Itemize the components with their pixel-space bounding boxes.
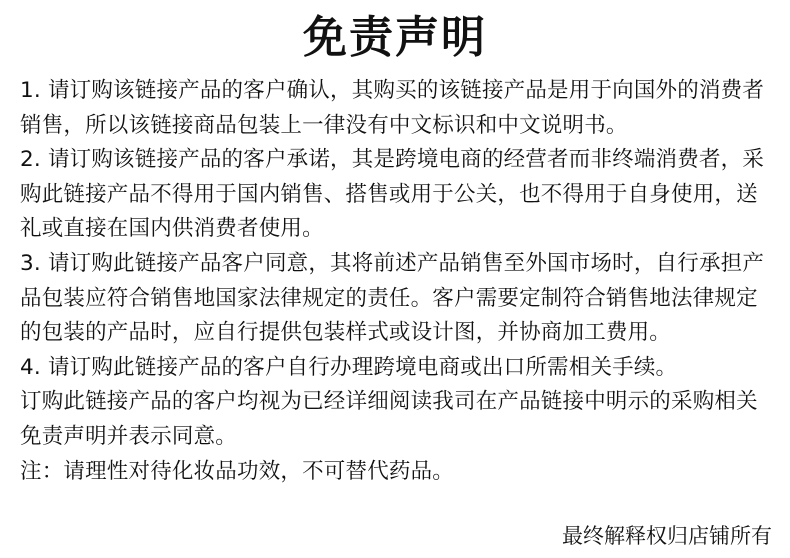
agreement-statement: 订购此链接产品的客户均视为已经详细阅读我司在产品链接中明示的采购相关免责声明并表示同意。 <box>20 389 758 449</box>
interpretation-rights-note: 最终解释权归店铺所有 <box>562 524 772 548</box>
disclaimer-item-1: 1. 请订购该链接产品的客户确认，其购买的该链接产品是用于向国外的消费者销售，所以该链接商品包装上一律没有中文标识和中文说明书。 <box>20 78 765 138</box>
disclaimer-item-4: 4. 请订购此链接产品的客户自行办理跨境电商或出口所需相关手续。 <box>20 354 678 380</box>
cosmetics-note: 注：请理性对待化妆品功效，不可替代药品。 <box>20 458 455 484</box>
disclaimer-body <box>20 74 778 489</box>
disclaimer-item-3: 3. 请订购此链接产品客户同意，其将前述产品销售至外国市场时，自行承担产品包装应符合销售地国家法律规定的责任。客户需要定制符合销售地法律规定的包装的产品时，应自行提供包装样式或设计图，并协商加工费用。 <box>20 250 765 346</box>
disclaimer-item-2: 2. 请订购该链接产品的客户承诺，其是跨境电商的经营者而非终端消费者，采购此链接产品不得用于国内销售、搭售或用于公关，也不得用于自身使用，送礼或直接在国内供消费者使用。 <box>20 147 765 242</box>
page-title: 免责声明 <box>303 12 487 63</box>
